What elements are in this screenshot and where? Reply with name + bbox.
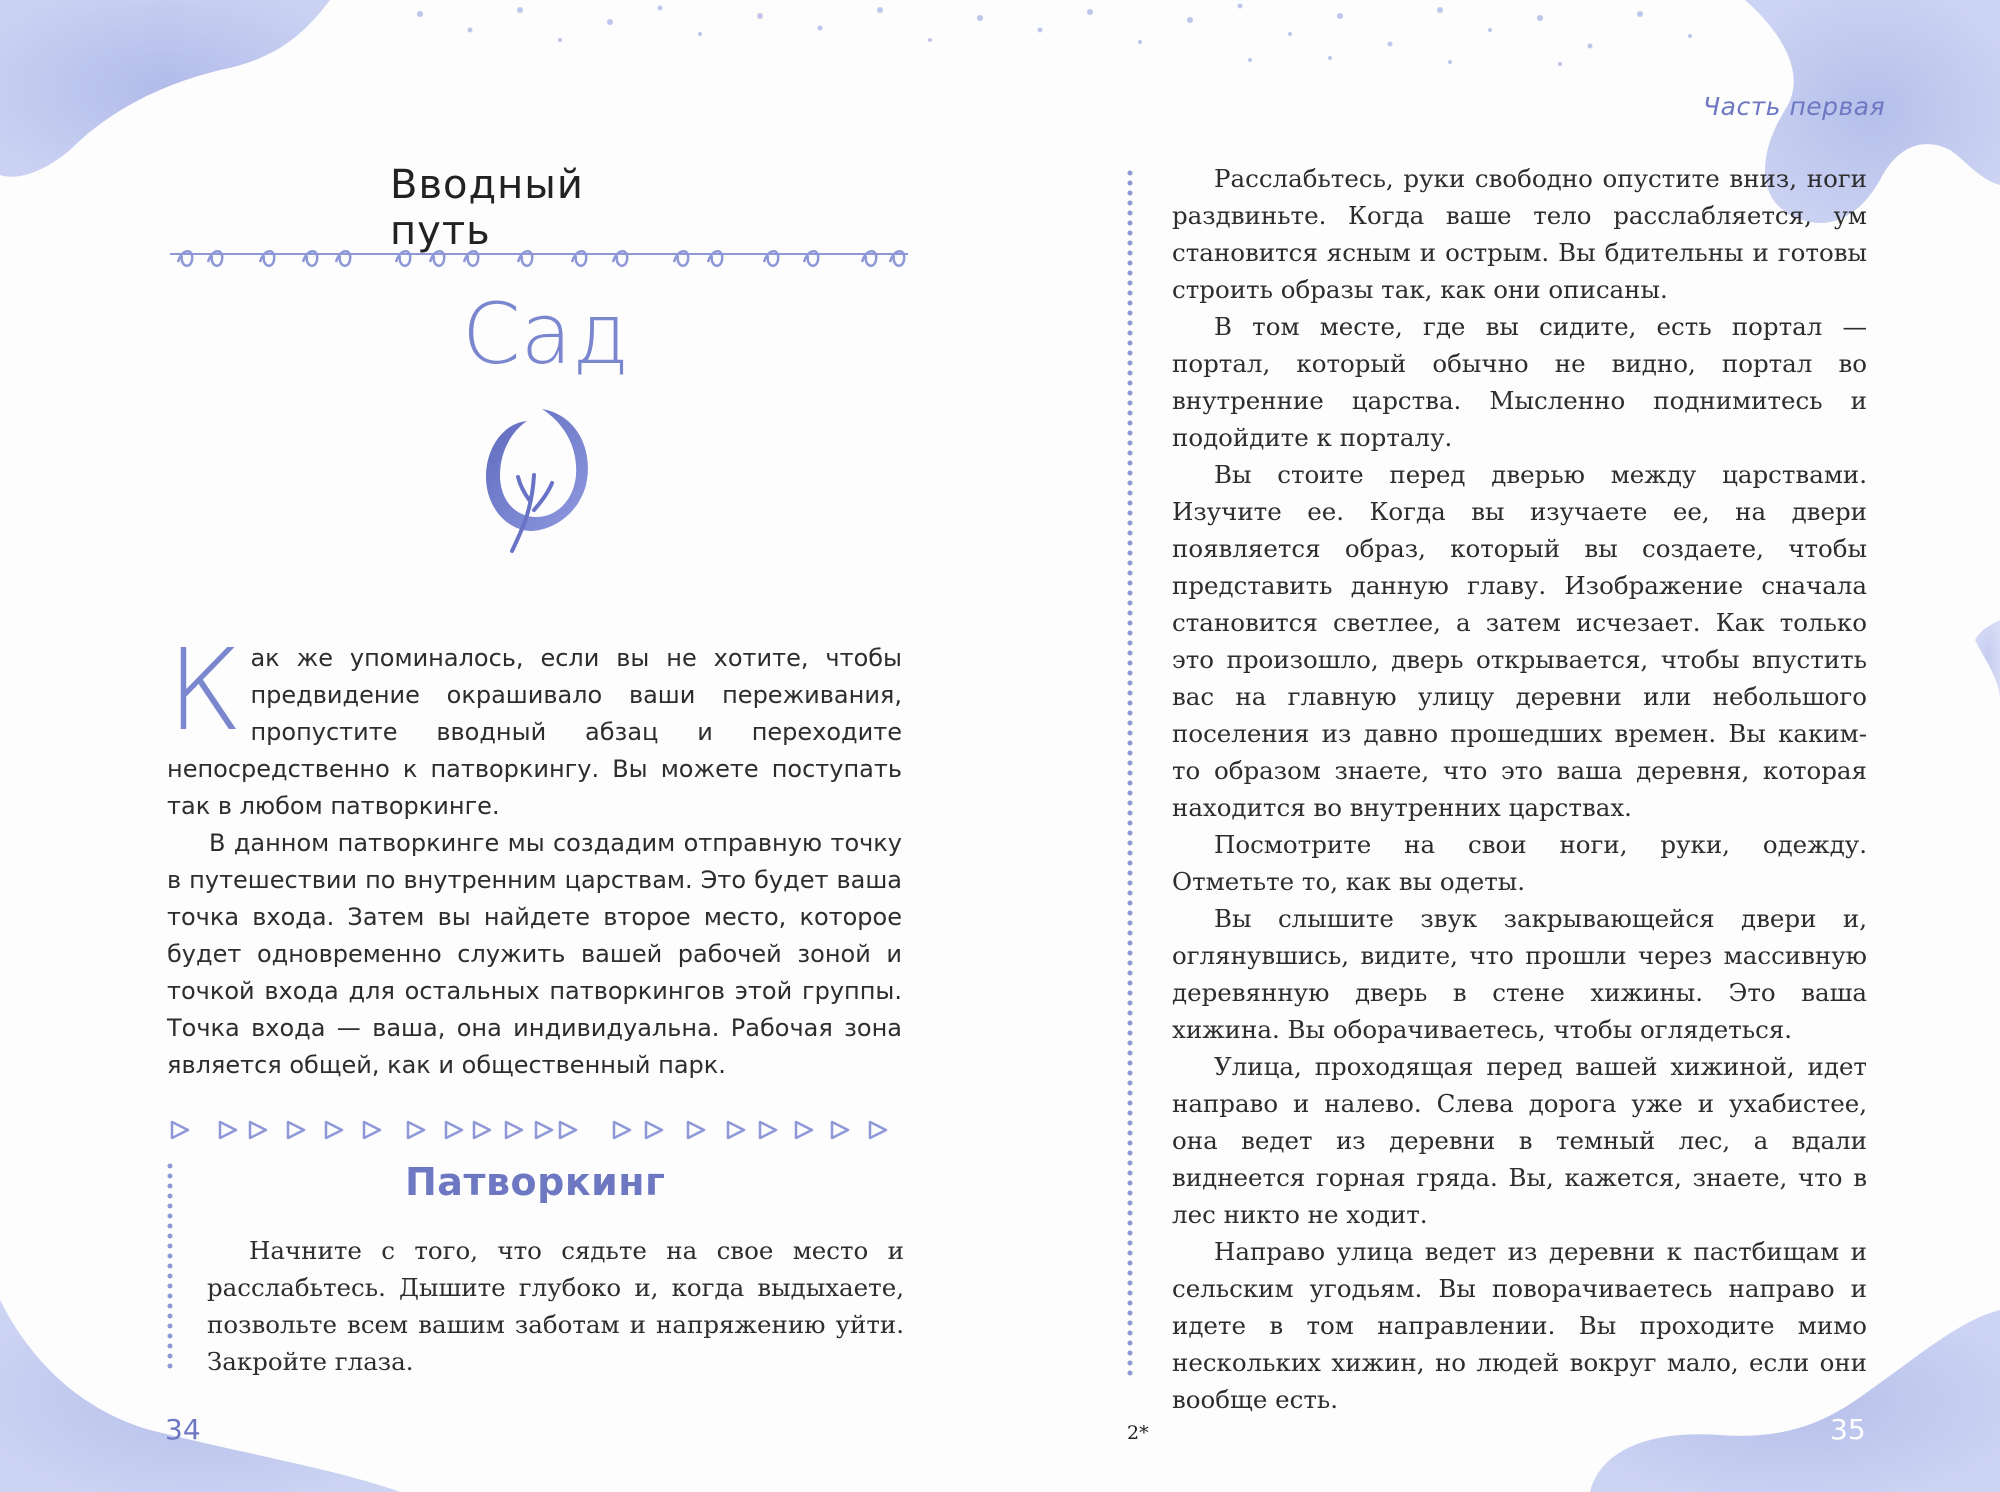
vine-divider-icon [168,232,913,276]
right-paragraph-6: Улица, проходящая перед вашей хижиной, идет направо и налево. Слева дорога уже и ухабистее, она ведет из деревни в темный лес, а вдали виднеется горная гряда. Вы, кажется, знаете, что в лес никто не ходит. [1172,1052,1867,1229]
section-title: Патворкинг [405,1160,666,1204]
triangle-row-icon [168,1116,908,1144]
signature-mark: 2* [1127,1422,1149,1444]
page-number-right: 35 [1830,1413,1866,1446]
right-paragraph-5: Вы слышите звук закрывающейся двери и, оглянувшись, видите, что прошли через массивную деревянную дверь в стене хижины. Это ваша хижина. Вы оборачиваетесь, чтобы оглядеться. [1172,904,1867,1044]
chapter-label: Часть первая [1703,92,1886,121]
speckle-dots [417,4,1692,67]
intro-paragraph-2: В данном патворкинге мы создадим отправную точку в путешествии по внутренним царствам. Это будет ваша точка входа. Затем вы найдете второе место, которое будет одновременно служить вашей рабочей зоной и точкой входа для остальных патворкингов этой группы. Точка входа — ваша, она индивидуальна. Рабочая зона является общей, как и общественный парк. [167,829,902,1079]
section-text-block [207,1232,904,1380]
right-paragraph-4: Посмотрите на свои ноги, руки, одежду. Отметьте то, как вы одеты. [1172,830,1867,896]
left-dotted-rule [167,1162,173,1377]
intro-text-block [167,626,902,1084]
leaf-emblem-icon [482,405,594,553]
intro-title: Вводный путь [390,162,584,254]
drop-cap: К [167,626,243,756]
right-dotted-rule [1127,168,1133,1380]
right-text-block [1172,160,1867,1418]
right-paragraph-2: В том месте, где вы сидите, есть портал — портал, который обычно не видно, портал во внутренние царства. Мысленно поднимитесь и подойдите к порталу. [1172,312,1867,452]
intro-paragraph-1: ак же упоминалось, если вы не хотите, чтобы предвидение окрашивало ваши переживания, пропустите вводный абзац и переходите непосредственно к патворкингу. Вы можете поступать так в любом патворкинге. [167,644,902,820]
main-title: Сад [462,285,630,383]
blob-top-left [0,0,330,177]
blob-right-middle [1975,620,2000,700]
right-paragraph-1: Расслабьтесь, руки свободно опустите вниз, ноги раздвиньте. Когда ваше тело расслабляется, ум становится ясным и острым. Вы бдительны и готовы строить образы так, как они описаны. [1172,164,1867,304]
page-number-left: 34 [165,1413,201,1446]
right-paragraph-7: Направо улица ведет из деревни к пастбищам и сельским угодьям. Вы поворачиваетесь направо и идете в том направлении. Вы проходите мимо нескольких хижин, но людей вокруг мало, если они вообще есть. [1172,1237,1867,1414]
right-paragraph-3: Вы стоите перед дверью между царствами. Изучите ее. Когда вы изучаете ее, на двери появляется образ, который вы создаете, чтобы представить данную главу. Изображение сначала становится светлее, а затем исчезает. Как только это произошло, дверь открывается, чтобы впустить вас на главную улицу деревни или небольшого поселения из давно прошедших времен. Вы каким-то образом знаете, что это ваша деревня, которая находится во внутренних царствах. [1172,460,1867,822]
section-paragraph: Начните с того, что сядьте на свое место и расслабьтесь. Дышите глубоко и, когда выдыхаете, позвольте всем вашим заботам и напряжению уйти. Закройте глаза. [207,1236,904,1376]
